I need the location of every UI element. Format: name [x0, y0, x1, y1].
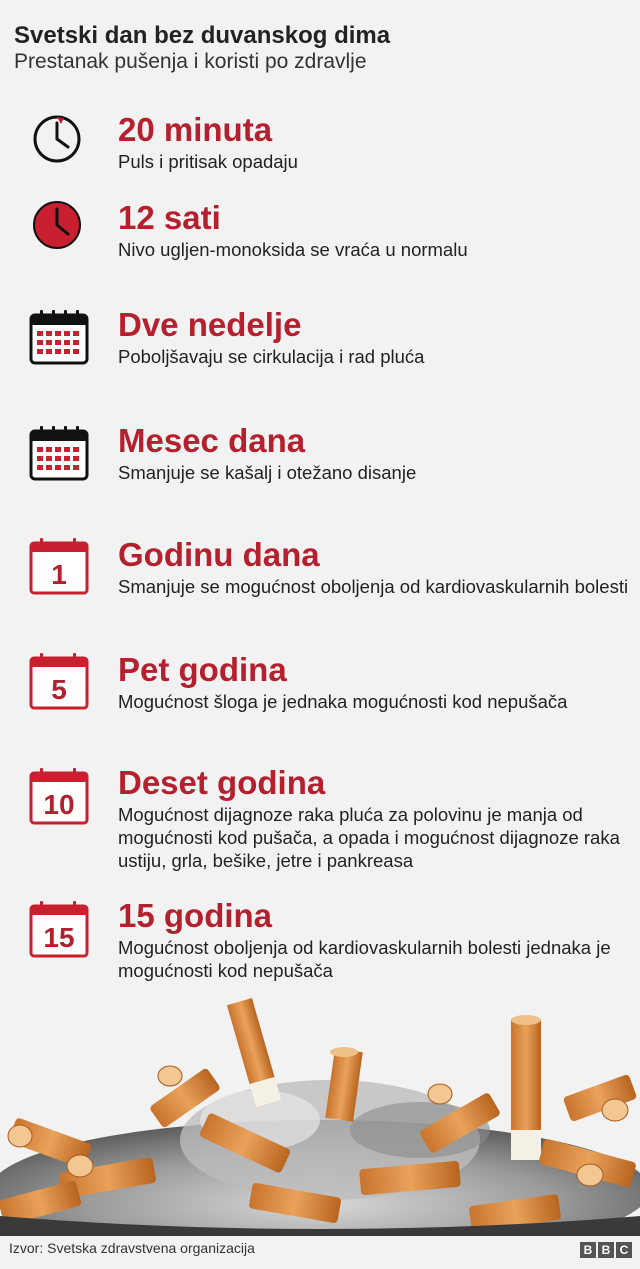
bbc-logo: [580, 1242, 632, 1258]
item-heading: Deset godina: [118, 764, 326, 801]
item-description: Smanjuje se mogućnost oboljenja od kardiovaskularnih bolesti: [118, 576, 629, 597]
item-heading: 15 godina: [118, 897, 273, 934]
item-description: Mogućnost oboljenja od kardiovaskularnih bolesti jednaka je mogućnosti kod nepušača: [118, 937, 611, 981]
page-title: Svetski dan bez duvanskog dima: [14, 22, 391, 49]
item-heading: Godinu dana: [118, 536, 320, 573]
item-description: Nivo ugljen-monoksida se vraća u normalu: [118, 239, 468, 260]
item-description: Mogućnost dijagnoze raka pluća za polovinu je manja od mogućnosti kod pušača, a opada i mogućnost dijagnoze raka ustiju, grla, bešike, jetre i pankreasa: [118, 804, 620, 871]
item-heading: 20 minuta: [118, 111, 273, 148]
item-description: Mogućnost šloga je jednaka mogućnosti kod nepušača: [118, 691, 568, 712]
item-description: Poboljšavaju se cirkulacija i rad pluća: [118, 346, 425, 367]
logo-letter: B: [580, 1242, 596, 1258]
calendar-number-icon: [29, 900, 89, 956]
calendar-number-icon: [29, 652, 89, 708]
calendar-number-icon: [29, 767, 89, 823]
page-subtitle: Prestanak pušenja i koristi po zdravlje: [14, 50, 367, 73]
calendar-number: 10: [43, 789, 75, 820]
logo-letter: C: [616, 1242, 632, 1258]
footer: [0, 1236, 640, 1269]
item-heading: Dve nedelje: [118, 306, 302, 343]
item-heading: 12 sati: [118, 199, 221, 236]
item-description: Smanjuje se kašalj i otežano disanje: [118, 462, 417, 483]
header: [14, 22, 390, 74]
calendar-number: 15: [43, 922, 75, 953]
item-heading: Pet godina: [118, 651, 287, 688]
calendar-number: 1: [51, 559, 67, 590]
calendar-grid-icon: [29, 309, 89, 365]
item-heading: Mesec dana: [118, 422, 306, 459]
calendar-grid-icon: [29, 425, 89, 481]
clock-red-icon: [29, 198, 89, 254]
logo-letter: B: [598, 1242, 614, 1258]
source-note: Izvor: Svetska zdravstvena organizacija: [9, 1240, 255, 1256]
calendar-number-icon: [29, 537, 89, 593]
clock-outline-icon: [29, 112, 89, 168]
cigarette-butts-image: [0, 990, 640, 1236]
item-description: Puls i pritisak opadaju: [118, 151, 298, 172]
calendar-number: 5: [51, 674, 67, 705]
